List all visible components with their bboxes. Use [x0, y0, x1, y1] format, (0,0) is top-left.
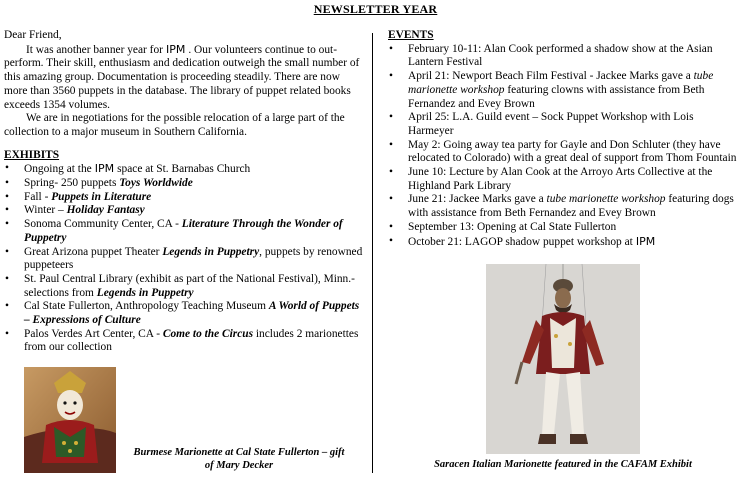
- exhibit-text: Spring- 250 puppets: [24, 177, 120, 190]
- events-list: [388, 43, 738, 250]
- greeting: Dear Friend,: [4, 29, 62, 41]
- exhibit-title: Literature Through the Wonder of Puppetry: [24, 218, 343, 244]
- exhibit-text: Winter –: [24, 204, 67, 217]
- exhibit-item: [4, 328, 364, 355]
- exhibit-item: [4, 191, 364, 205]
- event-item: [388, 166, 738, 193]
- exhibit-title: Toys Worldwide: [119, 177, 193, 190]
- exhibit-title: Come to the Circus: [162, 327, 254, 340]
- exhibit-item: [4, 162, 364, 177]
- relocation-paragraph: We are in negotiations for the possible relocation of a large part of the collection to a major museum in Southern California.: [4, 112, 345, 138]
- event-workshop: tube marionette workshop: [408, 70, 714, 96]
- exhibit-item: [4, 177, 364, 191]
- event-text: June 21: Jackee Marks gave a: [408, 193, 547, 206]
- exhibits-heading: EXHIBITS: [4, 148, 60, 161]
- exhibit-title: Holiday Fantasy: [66, 204, 145, 217]
- event-item: [388, 139, 738, 166]
- right-column: [388, 29, 738, 249]
- exhibit-item: [4, 273, 364, 300]
- exhibit-title: A World of Puppets – Expressions of Culture: [24, 300, 360, 327]
- event-item: [388, 193, 738, 220]
- exhibit-text: includes 2 marionettes from our collection: [24, 327, 359, 354]
- exhibit-title: Legends in Puppetry: [96, 286, 194, 299]
- exhibit-text: Sonoma Community Center, CA -: [24, 218, 182, 231]
- exhibit-text: Great Arizona puppet Theater: [24, 245, 163, 258]
- org-name: IPM: [635, 234, 656, 248]
- event-text: February 10-11: Alan Cook performed a shadow show at the Asian Lantern Festival: [408, 42, 713, 69]
- newsletter-title: NEWSLETTER YEAR: [313, 2, 438, 16]
- event-workshop: tube marionette workshop: [546, 193, 666, 206]
- event-text: May 2: Going away tea party for Gayle and Don Schluter (they have relocated to Colorado) with a great deal of support from Thom Fountain: [408, 138, 737, 165]
- exhibit-title: Legends in Puppetry: [162, 245, 260, 258]
- intro-text-a: It was another banner year for: [26, 43, 163, 56]
- exhibit-text: , puppets by renowned puppeteers: [24, 245, 363, 272]
- event-text: featuring dogs with assistance from Beth Fernandez and Evey Brown: [408, 193, 734, 220]
- intro-paragraph: [4, 43, 364, 113]
- event-item: [388, 111, 738, 138]
- event-text: June 10: Lecture by Alan Cook at the Arroyo Arts Collective at the Highland Park Library: [408, 166, 713, 192]
- exhibit-item: [4, 218, 364, 245]
- exhibit-text: Palos Verdes Art Center, CA -: [24, 327, 163, 340]
- burmese-photo-caption: Burmese Marionette at Cal State Fullerton – gift of Mary Decker: [133, 447, 345, 471]
- event-item: [388, 43, 738, 70]
- org-name: IPM: [94, 162, 115, 176]
- event-item: [388, 70, 738, 111]
- exhibits-list: [4, 162, 364, 355]
- exhibit-item: [4, 300, 364, 327]
- column-divider: [372, 33, 373, 473]
- event-text: April 25: L.A. Guild event – Sock Puppet Workshop with Lois Harmeyer: [408, 111, 694, 137]
- event-text: September 13: Opening at Cal State Fullerton: [408, 220, 617, 233]
- event-item: [388, 221, 738, 235]
- saracen-marionette-photo: [486, 264, 640, 454]
- exhibit-text: Cal State Fullerton, Anthropology Teaching Museum: [24, 300, 269, 313]
- burmese-marionette-photo: [24, 367, 116, 473]
- exhibit-text: Fall -: [24, 190, 52, 203]
- event-text: October 21: LAGOP shadow puppet workshop at: [408, 235, 633, 248]
- event-text: April 21: Newport Beach Film Festival - Jackee Marks gave a: [408, 70, 694, 83]
- exhibit-text: space at St. Barnabas Church: [117, 163, 251, 176]
- exhibit-text: Ongoing at the: [24, 163, 92, 176]
- org-name: IPM: [165, 42, 186, 56]
- event-item: [388, 235, 738, 250]
- exhibit-item: [4, 204, 364, 218]
- intro-text-b: . Our volunteers continue to out-perform. Their skill, enthusiasm and dedication outweigh the small number of this amazing group. Documentation is proceeding steadily. There are now more than 3560 puppets in the database. The library of puppet related books exceeds 1354 volumes.: [4, 43, 360, 111]
- event-text: featuring clowns with assistance from Beth Fernandez and Evey Brown: [408, 83, 705, 110]
- exhibit-title: Puppets in Literature: [51, 190, 152, 203]
- saracen-photo-caption: Saracen Italian Marionette featured in the CAFAM Exhibit: [434, 459, 692, 470]
- events-heading: EVENTS: [388, 29, 434, 41]
- exhibit-text: St. Paul Central Library (exhibit as part of the National Festival), Minn.- selections from: [24, 272, 355, 299]
- exhibit-item: [4, 246, 364, 273]
- left-column: [4, 29, 364, 355]
